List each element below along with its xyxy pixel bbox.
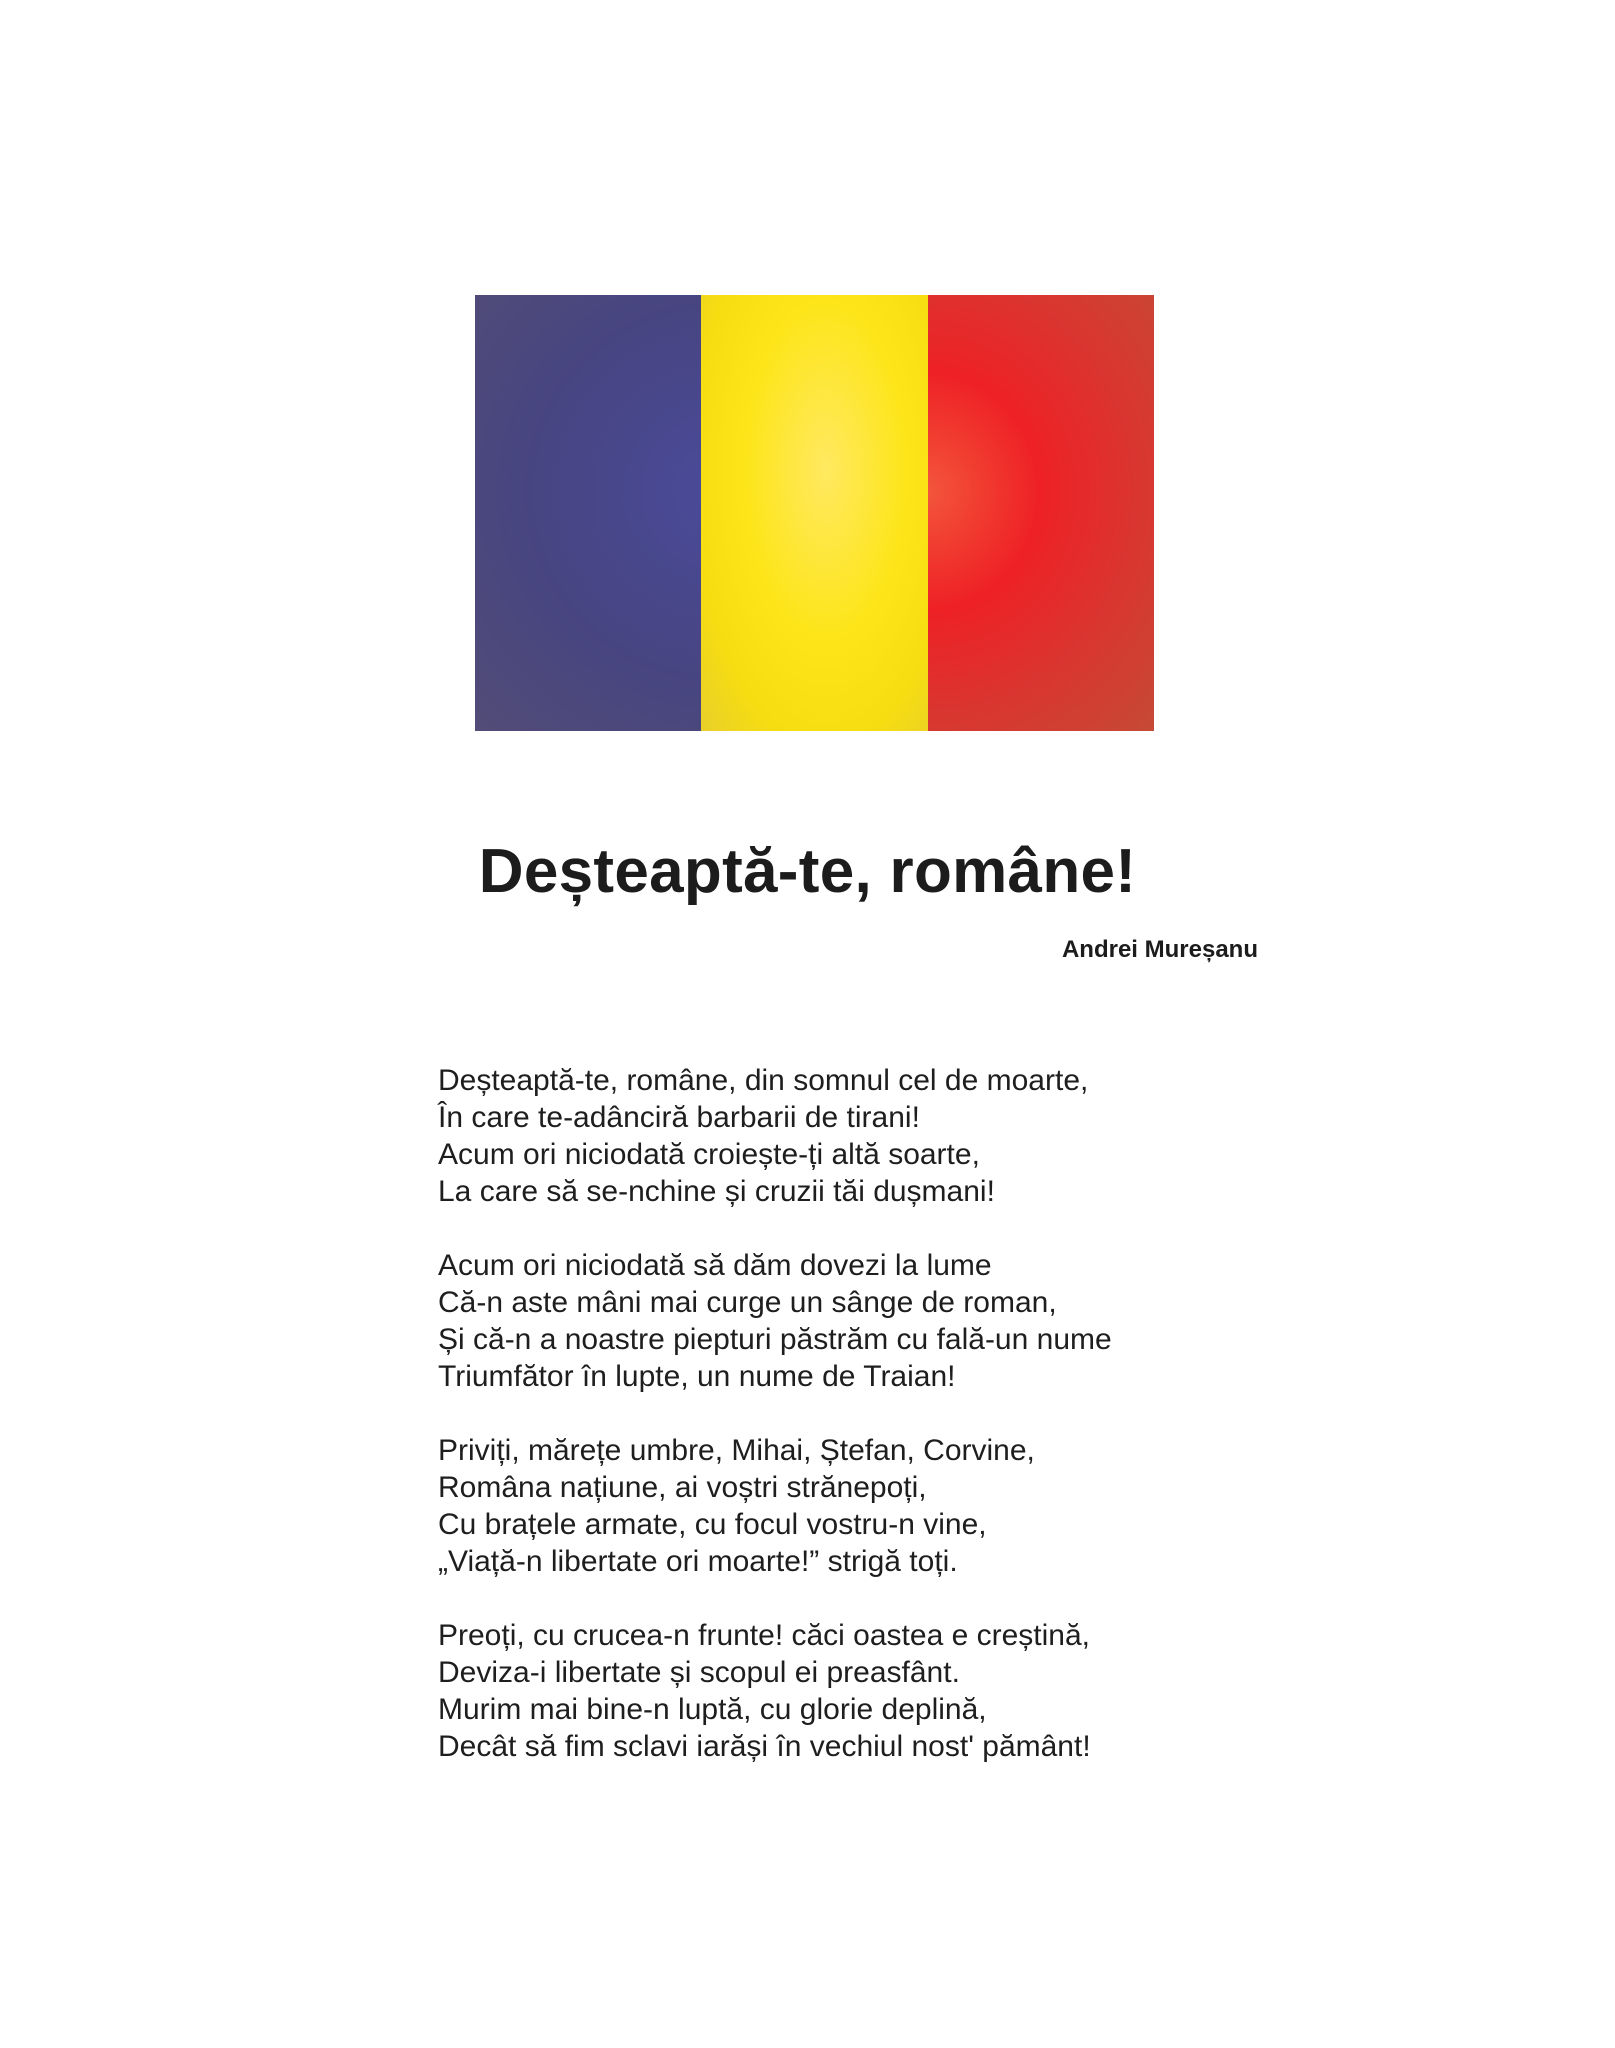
stanza-4 bbox=[438, 1617, 1238, 1765]
poem-author: Andrei Mureșanu bbox=[1061, 936, 1258, 963]
poem-body bbox=[438, 1062, 1238, 1802]
poem-line: Și că-n a noastre piepturi păstrăm cu fală-un nume bbox=[438, 1323, 1112, 1356]
stanza-2 bbox=[438, 1247, 1238, 1395]
stanza-3 bbox=[438, 1432, 1238, 1580]
poem-line: În care te-adânciră barbarii de tirani! bbox=[438, 1101, 920, 1134]
stanza-1 bbox=[438, 1062, 1238, 1210]
poem-line: Acum ori niciodată croiește-ți altă soarte, bbox=[438, 1138, 980, 1171]
poem-line: Preoți, cu crucea-n frunte! căci oastea e creștină, bbox=[438, 1619, 1090, 1652]
poem-line: Priviți, mărețe umbre, Mihai, Ștefan, Corvine, bbox=[438, 1434, 1035, 1467]
poem-line: Decât să fim sclavi iarăși în vechiul nost' pământ! bbox=[438, 1730, 1091, 1763]
poem-line: Că-n aste mâni mai curge un sânge de roman, bbox=[438, 1286, 1057, 1319]
poem-line: „Viață-n libertate ori moarte!” strigă toți. bbox=[438, 1545, 958, 1578]
poem-line: Deviza-i libertate și scopul ei preasfânt. bbox=[438, 1656, 960, 1689]
poem-line: La care să se-nchine și cruzii tăi dușmani! bbox=[438, 1175, 995, 1208]
poem-line: Deșteaptă-te, române, din somnul cel de moarte, bbox=[438, 1064, 1089, 1097]
poem-line: Murim mai bine-n luptă, cu glorie deplină, bbox=[438, 1693, 987, 1726]
flag-stripe-blue bbox=[475, 295, 701, 731]
poem-line: Acum ori niciodată să dăm dovezi la lume bbox=[438, 1249, 992, 1282]
flag-stripe-yellow bbox=[701, 295, 927, 731]
flag-stripe-red bbox=[928, 295, 1154, 731]
poem-line: Triumfător în lupte, un nume de Traian! bbox=[438, 1360, 956, 1393]
poem-line: Româna națiune, ai voștri strănepoți, bbox=[438, 1471, 927, 1504]
poem-line: Cu brațele armate, cu focul vostru-n vine, bbox=[438, 1508, 987, 1541]
romanian-flag-image bbox=[475, 295, 1154, 731]
poem-title: Deșteaptă-te, române! bbox=[478, 837, 1137, 906]
